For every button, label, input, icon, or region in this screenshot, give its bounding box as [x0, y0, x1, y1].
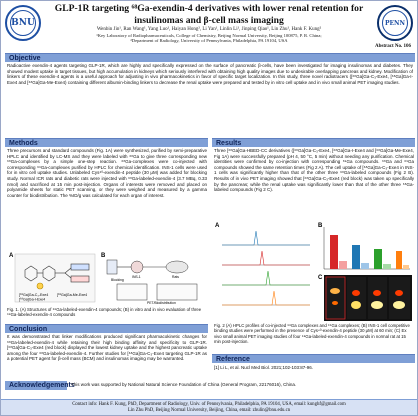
flow-label: PET/Biodistribution: [147, 301, 176, 305]
objective-text: Radioactive exendin-4 agents targeting GLP-1R, which are highly and specifically expressed on the surface of pancreatic β-cells, have been investigated for imaging insulinomas and diabetes. They showed modest uptake in target tissues, but high accumulation in kidneys which seriously interfered with obtaining high quality images due to undesirable overlapping pancreas and kidney. Modification of linkers of these exendin-4 agents is a useful approach for adjusting in vivo pharmacokinetics in favor of specific target localization. In this study, three novel radiotracers ([⁶⁸Ga]Ga-C₃-Exe4, [⁶⁸Ga]Ga-I-Exe4 and [⁶⁸Ga]Ga-Me-Exe4) containing different albumin-binding linkers to decrease the renal uptake were prepared and tested by in vitro cell uptake and in vivo small animal PET imaging studies.: [7, 63, 413, 85]
conclusion-text: It was demonstrated that linker modifications produced significant pharmacokinetic changes for ⁶⁸Ga-labeled-exendin-4 while retaining their high binding affinity and specificity to GLP-1R. [⁶⁸Ga]Ga-C₃-Exe4 (red block) displayed the lowest kidney uptake and the highest pancreatic uptake among the four ⁶⁸Ga-labeled-exendin-4. Further studies for [⁶⁸Ga]Ga-C₃-Exe4 targeting GLP-1R as a potential PET agent for β-cell mass (BCM) and insulinomas imaging may be warranted.: [7, 334, 207, 362]
bar-mark: [339, 261, 347, 269]
hplc-chromatograms: [222, 231, 310, 305]
contact-line-2: Lin Zhu PhD, Beijing Normal University, Beijing, China, email: zhulin@bnu.edu.cn: [127, 408, 291, 413]
methods-text: Three precursors and standard compounds (Fig. 1A) were synthesized, purified by semi-preparative HPLC and identified by LC-MS and they were labeled with ⁶⁸Ga to give three corresponding new ⁶⁸Ga-complexes by a simple one-step reaction. ⁶⁸Ga-complexes were co-injected with corresponding ⁶⁹Ga-complexes purified by HPLC for chemical identification. INS-1 cells were used for in vitro cell uptake studies. Unlabeled Cys⁴⁰-exendin-4 peptide (30 μM) was added for blocking study. Normal ICR rats and diabetic rats were injected with ⁶⁸Ga-labeled-exendin-4 (3.7 MBq, 0.33 nmol) and sacrificed at 15 min post-injection. Organs of interests were removed and placed on polyamide sheets for static PET scanning, or they were weighed and measured by a gamma counter for biodistribution. The %ID/g was calculated for each organ of interest.: [7, 148, 207, 198]
reference-heading: Reference: [212, 354, 415, 363]
affiliation-2: ²Department of Radiology, University of Pennsylvania, Philadelphia, PA 19104, USA: [130, 38, 288, 44]
bar-mark: [383, 264, 391, 269]
compound-label: [⁶⁸Ga]Ga-Me-Exe4: [57, 293, 88, 297]
fig2-panel-b-label: B: [318, 223, 323, 229]
bar-mark: [330, 235, 338, 269]
figure-1: [7, 250, 207, 306]
pet-scanner-icon: [117, 284, 147, 300]
university-logo-left: [5, 5, 41, 41]
rat-icon: [166, 261, 188, 273]
conclusion-heading: Conclusion: [5, 324, 208, 333]
fig1-panel-b-label: B: [101, 253, 106, 259]
bar-mark: [352, 245, 360, 269]
author-list: Wenbin Jin¹, Ran Wang¹, Yang Luo¹, Haiyan Hong², Li Yan¹, Linlin Li¹, Jinping Qiao¹, Lin Zhu¹, Hank F. Kung²: [96, 27, 322, 32]
fig1-panel-a-label: A: [9, 253, 14, 259]
contact-footer: [1, 399, 417, 415]
acknowledgements-text: This work was supported by National Natural Science Foundation of China (General Program, 22176016), China.: [71, 382, 297, 387]
figure-1-graphic: [7, 250, 207, 306]
flow-label: INS-1: [132, 275, 141, 279]
pet-imaging-panel: [324, 275, 412, 321]
poster-title-line1: GLP-1R targeting ⁶⁸Ga-exendin-4 derivatives with lower renal retention for: [54, 3, 364, 14]
fig2-panel-a-label: A: [215, 223, 220, 229]
poster-header: [45, 3, 373, 44]
logo-emblem: BNU: [10, 10, 36, 36]
cell-uptake-bar-chart: [324, 227, 410, 269]
reference-text: [1] Li L, et al. Nucl Med Biol. 2021;102-103:87-96.: [214, 365, 314, 370]
poster-title-line2: insulinomas and β-cell mass imaging: [134, 14, 284, 26]
affiliation-1: ¹Key Laboratory of Radiopharmaceuticals, College of Chemistry, Beijing Normal University, Beijing 100875, P. R. China;: [96, 33, 322, 38]
bar-mark: [374, 249, 382, 269]
bar-mark: [403, 265, 409, 269]
biodistribution-icon: [157, 284, 197, 300]
flow-label: Rats: [172, 275, 179, 279]
figure-2: [214, 221, 414, 323]
bar-mark: [396, 251, 402, 269]
compound-label: [⁶⁸Ga]Ga-C₃-Exe4: [19, 293, 49, 297]
abstract-number: Abstract No. 106: [375, 44, 411, 49]
flow-label: Blocking: [111, 278, 124, 282]
figure-2-graphic: [214, 221, 414, 323]
bar-mark: [361, 263, 369, 269]
university-logo-right: [377, 5, 413, 41]
figure-1-caption: Fig. 1. (A) Structures of ⁶⁸Ga-labeled-exendin-4 compounds; (B) in vitro and in vivo evaluation of three ⁶⁸Ga-labeled-exendin-4 compounds: [7, 307, 202, 318]
results-text: Three [⁶⁸Ga]Ga-HBED-CC derivatives ([⁶⁸Ga]Ga-C₃-Exe4, [⁶⁸Ga]Ga-I-Exe4 and [⁶⁸Ga]Ga-Me-Exe4, Fig 1A) were successfully prepared (pH 4, 50 °C, 5 min) without needing any purification. Chemical identities were confirmed by co-injection with corresponding ⁶⁹Ga compounds. ⁶⁸Ga and ⁶⁹Ga compounds showed the same retention times (Fig 2 A). The cell uptake of [⁶⁸Ga]Ga-C₃-Exe4 in INS-1 cells was significantly higher than that of the other three ⁶⁸Ga-labeled compounds (Fig 2 B). Results of in vivo PET imaging showed that [⁶⁸Ga]Ga-C₃-Exe4 (red block) was taken up specifically by the pancreas; while the renal uptake was significantly lower than that of the other three ⁶⁸Ga-labeled compounds (Fig 2 C).: [214, 148, 414, 193]
results-heading: Results: [212, 138, 415, 147]
cell-dish-icon: [131, 261, 143, 273]
logo-emblem: PENN: [382, 10, 408, 36]
fig2-panel-c-label: C: [318, 275, 323, 281]
acknowledgements-heading: Acknowledgements: [5, 381, 67, 390]
contact-line-1: Contact info: Hank F. Kung, PhD, Department of Radiology, Univ. of Pennsylvania, Philadelphia, PA 19104, USA, email: kunghf@gmail.com: [72, 402, 346, 407]
evaluation-flow-diagram: [107, 260, 197, 305]
objective-heading: Objective: [5, 53, 415, 62]
compound-label: [⁶⁸Ga]Ga-I-Exe4: [19, 297, 46, 302]
methods-heading: Methods: [5, 138, 208, 147]
figure-2-caption: Fig. 2 (A) HPLC profiles of co-injected ⁶⁸Ga complexes and ⁶⁹Ga complexes; (B) INS-1 cell competitive binding studies were performed in the presence of Cys⁴⁰-exendin-4 peptide (30 μM) at 60 min; (C) Ex vivo small animal PET imaging studies of four ⁶⁸Ga-labeled-exendin-4 compounds in normal rat at 15 min post-injection.: [214, 323, 410, 344]
